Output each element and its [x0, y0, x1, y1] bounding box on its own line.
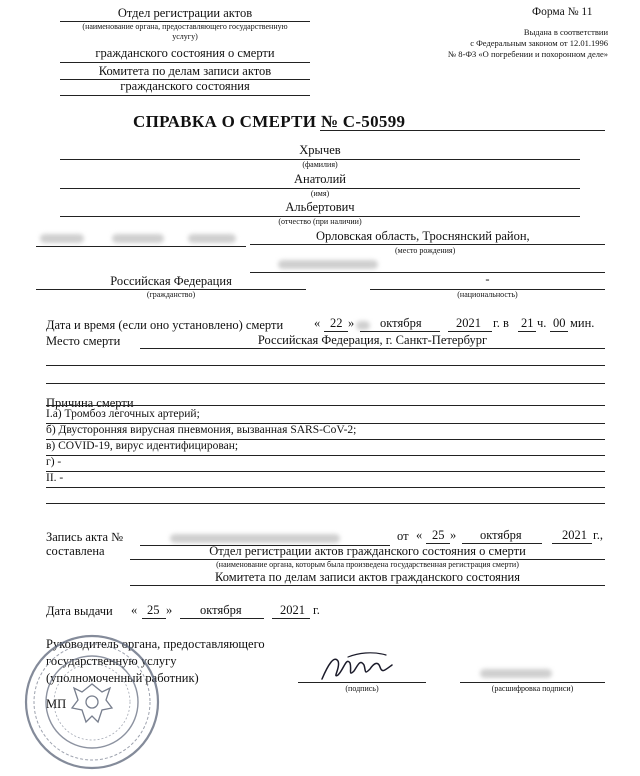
divider: [324, 331, 348, 332]
birth-place-caption: (место рождения): [395, 246, 456, 255]
divider: [46, 383, 605, 384]
divider: [46, 471, 605, 472]
death-day: 22: [330, 316, 343, 330]
record-label: Запись акта №: [46, 530, 124, 544]
issued-basis-line1: Выдана в соответствии: [523, 27, 608, 37]
form-number: Форма № 11: [532, 6, 593, 18]
record-from: от: [397, 529, 409, 543]
first-name: Анатолий: [294, 172, 346, 186]
divider: [460, 682, 605, 683]
record-year: 2021: [562, 528, 587, 542]
divider: [60, 95, 310, 96]
org-name-line1: Отдел регистрации актов: [117, 6, 253, 20]
org-caption: [40, 22, 330, 42]
death-day-open-quote: «: [314, 316, 321, 330]
death-hour: 21: [521, 316, 534, 330]
divider: [130, 585, 605, 586]
cause-b: б) Двусторонняя вирусная пневмония, вызванная SARS-CoV-2;: [46, 424, 357, 436]
redacted-birth-day: [40, 234, 84, 243]
record-day: 25: [432, 528, 445, 542]
citizenship: Российская Федерация: [110, 274, 232, 288]
death-year: 2021: [456, 316, 481, 330]
org-name-line3: Комитета по делам записи актов: [98, 64, 272, 78]
signatory-line1: Руководитель органа, предоставляющего: [46, 637, 265, 651]
cause-d: г) -: [46, 456, 62, 468]
citizenship-caption: (гражданство): [146, 290, 196, 299]
cause-label: Причина смерти: [46, 396, 134, 410]
cause-ii: II. -: [46, 472, 64, 484]
issued-basis-line3: № 8-ФЗ «О погребении и похоронном деле»: [448, 49, 608, 59]
record-month: октября: [480, 528, 522, 542]
divider: [250, 244, 605, 245]
signature-caption: (подпись): [345, 684, 379, 693]
divider: [36, 246, 246, 247]
redacted-mark: [356, 321, 370, 330]
death-month: октября: [380, 316, 422, 330]
divider: [46, 487, 605, 488]
issue-date-label: Дата выдачи: [46, 604, 113, 618]
issue-day-open-quote: «: [131, 603, 138, 617]
redacted-birth-place-2: [278, 260, 378, 269]
divider: [46, 405, 605, 406]
death-place-label: Место смерти: [46, 334, 121, 348]
death-date-label: Дата и время (если оно установлено) смерти: [46, 318, 284, 332]
redacted-birth-year: [188, 234, 236, 243]
divider: [142, 618, 166, 619]
nationality-caption: (национальность): [457, 290, 518, 299]
divider: [320, 130, 605, 131]
org-name-line2: гражданского состояния о смерти: [95, 46, 275, 60]
divider: [360, 331, 440, 332]
death-minute-suffix: мин.: [570, 316, 595, 330]
divider: [46, 503, 605, 504]
surname-caption: (фамилия): [302, 160, 338, 169]
divider: [518, 331, 536, 332]
redacted-signatory-name: [480, 669, 552, 678]
birth-place: Орловская область, Троснянский район,: [316, 229, 530, 243]
patronymic-caption: (отчество (при наличии): [278, 217, 362, 226]
record-day-open-quote: «: [416, 528, 423, 542]
redacted-birth-month: [112, 234, 164, 243]
divider: [140, 348, 605, 349]
divider: [46, 365, 605, 366]
divider: [60, 62, 310, 63]
official-seal-icon: [22, 632, 162, 772]
record-composed-label: составлена: [46, 544, 105, 558]
signatory-line3: (уполномоченный работник): [46, 671, 199, 685]
issue-year-suffix: г.: [313, 603, 320, 617]
divider: [448, 331, 492, 332]
first-name-caption: (имя): [310, 189, 330, 198]
handwritten-signature-icon: [318, 645, 398, 687]
redacted-record-number: [170, 534, 340, 543]
divider: [46, 455, 605, 456]
record-day-close-quote: »: [450, 528, 457, 542]
issued-basis: [448, 27, 608, 60]
record-office-caption: (наименование органа, которым была произведена государственная регистрация смерти): [216, 560, 519, 569]
record-year-suffix: г.,: [593, 528, 603, 542]
divider: [272, 618, 310, 619]
cause-a: I.а) Тромбоз легочных артерий;: [46, 408, 200, 420]
document-title: СПРАВКА О СМЕРТИ № С-50599: [133, 112, 406, 131]
death-day-close-quote: »: [348, 316, 355, 330]
divider: [550, 331, 568, 332]
divider: [298, 682, 426, 683]
death-minute: 00: [553, 316, 566, 330]
death-year-suffix: г. в: [493, 316, 509, 330]
issue-day: 25: [147, 603, 160, 617]
decode-caption: (расшифровка подписи): [491, 684, 574, 693]
org-caption-line2: услугу): [172, 32, 198, 41]
nationality: -: [485, 272, 490, 286]
record-office-line1: Отдел регистрации актов гражданского состояния о смерти: [209, 544, 526, 558]
patronymic: Альбертович: [285, 200, 355, 214]
issue-year: 2021: [280, 603, 305, 617]
org-caption-line1: (наименование органа, предоставляющего государственную: [82, 22, 288, 31]
issued-basis-line2: с Федеральным законом от 12.01.1996: [470, 38, 608, 48]
issue-month: октября: [200, 603, 242, 617]
record-office-line2: Комитета по делам записи актов гражданского состояния: [215, 570, 520, 584]
divider: [180, 618, 264, 619]
cause-c: в) COVID-19, вирус идентифицирован;: [46, 440, 239, 452]
surname: Хрычев: [299, 143, 341, 157]
death-place: Российская Федерация, г. Санкт-Петербург: [257, 333, 488, 347]
death-hour-suffix: ч.: [537, 316, 547, 330]
org-name-line4: гражданского состояния: [120, 79, 250, 93]
signatory-line2: государственную услугу: [46, 654, 177, 668]
issue-day-close-quote: »: [166, 603, 173, 617]
stamp-place-mp: МП: [46, 697, 67, 711]
